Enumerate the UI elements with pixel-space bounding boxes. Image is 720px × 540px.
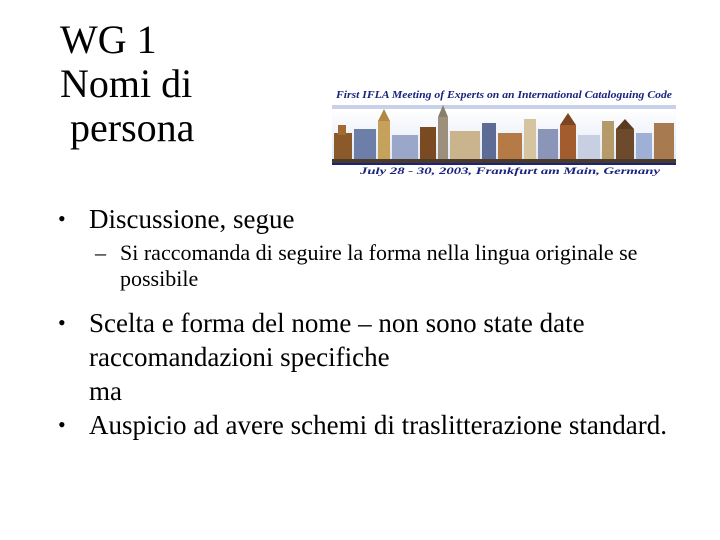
conference-banner-graphic [330, 83, 678, 176]
sub-bullet-marker: – [95, 240, 106, 265]
bullet-marker: • [58, 412, 66, 437]
sub-bullet-item-1 [56, 240, 696, 292]
sub-bullet-text: Si raccomanda di seguire la forma nella lingua originale se possibile [120, 240, 638, 291]
banner-top-text: First IFLA Meeting of Experts on an International Cataloguing Code [334, 90, 673, 101]
bullet-item-3 [56, 408, 696, 442]
bullet-item-2 [56, 306, 696, 374]
bullet-marker: • [58, 206, 66, 231]
bullet-continuation [56, 374, 696, 408]
bullet-item-1 [56, 202, 696, 236]
title-line-3: persona [60, 105, 195, 150]
title-line-1: WG 1 [60, 17, 157, 62]
bullet-text: Auspicio ad avere schemi di traslitterazione standard. [89, 410, 668, 440]
bullet-marker: • [58, 310, 66, 335]
continuation-text: ma [89, 376, 122, 406]
slide-title [60, 18, 194, 150]
conference-banner-image [330, 83, 678, 176]
banner-bottom-text: July 28 - 30, 2003, Frankfurt am Main, Germany [358, 166, 662, 176]
bullet-text: Discussione, segue [89, 204, 295, 234]
bullet-list [56, 202, 696, 442]
bullet-text: Scelta e forma del nome – non sono state date raccomandazioni specifiche [89, 308, 585, 372]
title-line-2: Nomi di [60, 61, 193, 106]
